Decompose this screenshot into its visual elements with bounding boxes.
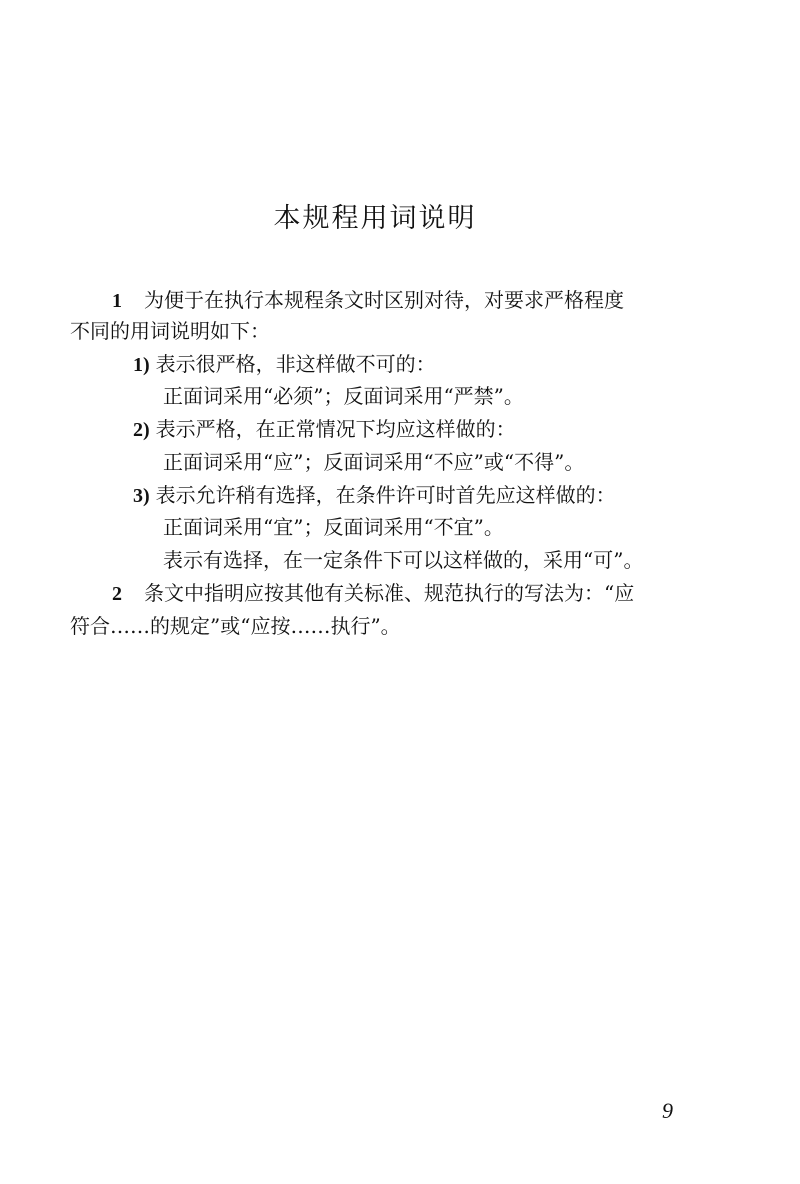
list-item-label: 1) <box>133 354 150 376</box>
clause-text: 为便于在执行本规程条文时区别对待，对要求严格程度 <box>144 288 624 312</box>
list-item-label: 2) <box>133 419 150 441</box>
clause-1 <box>112 285 624 316</box>
clause-text: 不同的用词说明如下： <box>70 319 270 343</box>
list-item-detail <box>163 381 524 411</box>
clause-2 <box>112 578 634 609</box>
list-item <box>133 414 516 445</box>
page-number: 9 <box>662 1098 673 1123</box>
detail-text: 表示有选择，在一定条件下可以这样做的，采用“可”。 <box>163 548 644 572</box>
list-item-text: 表示很严格，非这样做不可的： <box>155 352 436 376</box>
list-item <box>133 349 436 380</box>
list-item-label: 3) <box>133 485 150 507</box>
detail-text: 正面词采用“应”；反面词采用“不应”或“不得”。 <box>163 450 585 474</box>
list-item-text: 表示允许稍有选择，在条件许可时首先应这样做的： <box>155 483 616 507</box>
list-item-detail <box>163 447 584 477</box>
detail-text: 正面词采用“必须”；反面词采用“严禁”。 <box>163 384 524 408</box>
clause-text: 符合……的规定”或“应按……执行”。 <box>70 614 401 638</box>
clause-number: 2 <box>112 583 122 605</box>
list-item <box>133 480 616 511</box>
clause-2-continuation <box>70 611 401 641</box>
page-title: 本规程用词说明 <box>273 203 477 234</box>
clause-text: 条文中指明应按其他有关标准、规范执行的写法为：“应 <box>144 581 635 605</box>
list-item-extra <box>163 545 643 575</box>
list-item-text: 表示严格，在正常情况下均应这样做的： <box>155 417 516 441</box>
detail-text: 正面词采用“宜”；反面词采用“不宜”。 <box>163 515 504 539</box>
clause-number: 1 <box>112 290 122 312</box>
clause-1-continuation <box>70 316 270 346</box>
list-item-detail <box>163 512 504 542</box>
